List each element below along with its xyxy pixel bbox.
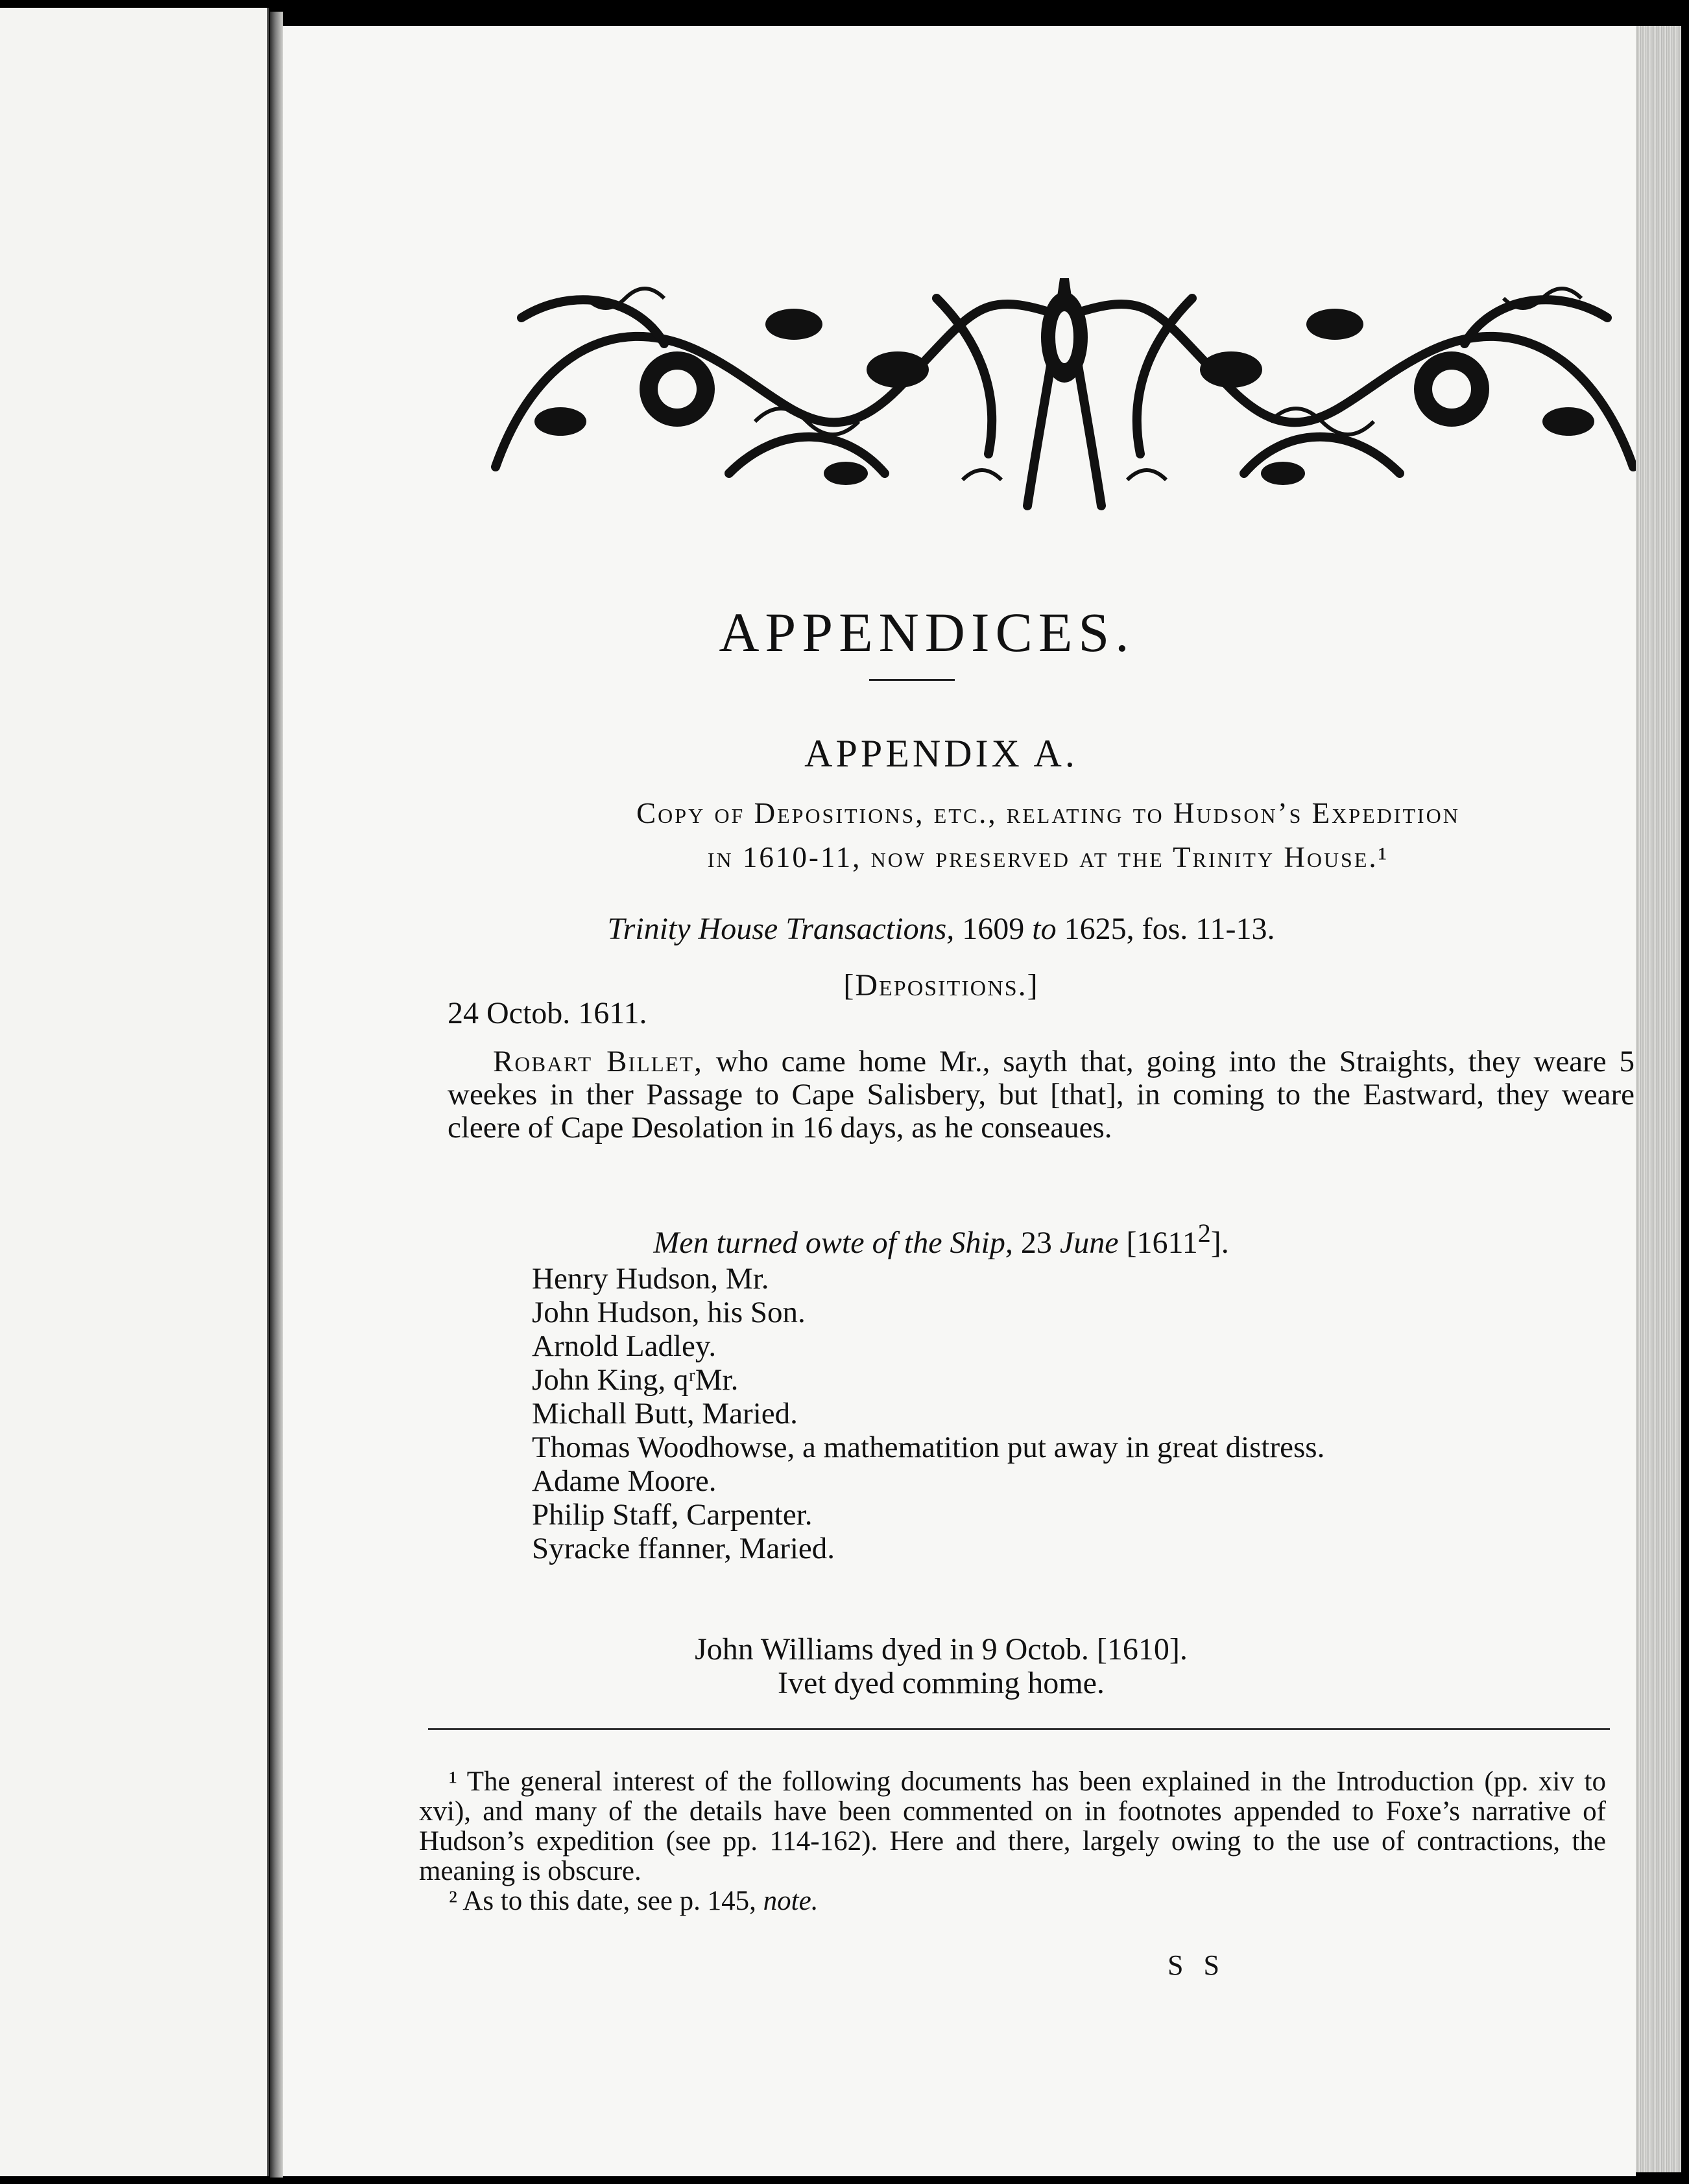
list-item: John King, qʳMr.: [532, 1363, 739, 1397]
deposition-date: 24 Octob. 1611.: [448, 996, 647, 1030]
source-title: Trinity House Transactions,: [607, 912, 955, 946]
men-heading-year: [1611: [1118, 1226, 1198, 1260]
page-edges: [1636, 26, 1681, 2172]
footnote-2-text: ² As to this date, see p. 145,: [449, 1886, 763, 1916]
source-reference: [283, 911, 1599, 947]
footnote-1: ¹ The general interest of the following documents has been explained in the Introduction (pp. xiv to xvi), and many of the details have been commented on in footnotes appended to Foxe’s narrative of Hudson’s expedition (see pp. 114-162). Here and there, largely owing to the use of contractions, the meaning is obscure.: [419, 1766, 1606, 1886]
list-item: Thomas Woodhowse, a mathematition put away in great distress.: [532, 1430, 1325, 1464]
left-page-blank: [0, 8, 269, 2176]
book-gutter: [270, 12, 283, 2178]
subtitle-line-1: Copy of Depositions, etc., relating to Hudson’s Expedition: [636, 797, 1460, 829]
death-line-ivet: Ivet dyed comming home.: [778, 1666, 1105, 1700]
source-years: 1609: [954, 912, 1033, 946]
appendix-heading: APPENDIX A.: [804, 732, 1078, 775]
death-notes: [283, 1633, 1599, 1700]
deposition-paragraph: [448, 1045, 1635, 1145]
men-heading-month: June: [1059, 1226, 1119, 1260]
men-turned-out-heading: [283, 1218, 1599, 1261]
list-item: Syracke ffanner, Maried.: [532, 1532, 835, 1565]
source-to: to: [1032, 912, 1057, 946]
death-line-williams: John Williams dyed in 9 Octob. [1610].: [695, 1632, 1188, 1667]
page-title: APPENDICES.: [719, 601, 1135, 663]
ornamental-headpiece: [483, 259, 1636, 516]
signature-mark: S S: [1168, 1949, 1226, 1981]
men-heading-close: ].: [1210, 1226, 1229, 1260]
men-list: [532, 1262, 1635, 1565]
appendix-subtitle: [445, 791, 1636, 879]
deponent-name: Robart Billet,: [493, 1045, 703, 1078]
book-page: [283, 26, 1636, 2176]
footnote-2-note: note.: [763, 1886, 819, 1916]
men-heading-italic: Men turned owte of the Ship,: [653, 1226, 1013, 1260]
source-folios: 1625, fos. 11-13.: [1056, 912, 1275, 946]
men-heading-day: 23: [1012, 1226, 1060, 1260]
list-item: John Hudson, his Son.: [532, 1296, 806, 1329]
list-item: Michall Butt, Maried.: [532, 1397, 798, 1430]
list-item: Arnold Ladley.: [532, 1329, 717, 1363]
footnote-2: [419, 1886, 1606, 1916]
footnotes: [419, 1767, 1606, 1916]
footnote-divider: [428, 1728, 1610, 1730]
list-item: Philip Staff, Carpenter.: [532, 1498, 813, 1532]
footnote-ref-2: 2: [1197, 1218, 1211, 1248]
list-item: Adame Moore.: [532, 1464, 717, 1498]
depositions-heading: [Depositions.]: [843, 968, 1039, 1003]
list-item: Henry Hudson, Mr.: [532, 1262, 769, 1296]
subtitle-line-2: in 1610-11, now preserved at the Trinity House.¹: [707, 841, 1389, 873]
title-divider: [869, 679, 955, 681]
deposition-text: who came home Mr., sayth that, going into the Straights, they weare 5 weekes in ther Passage to Cape Salisbery, but [that], in coming to the Eastward, they weare cleere of Cape Desolation in 16 days, as he conseaues.: [448, 1045, 1635, 1145]
